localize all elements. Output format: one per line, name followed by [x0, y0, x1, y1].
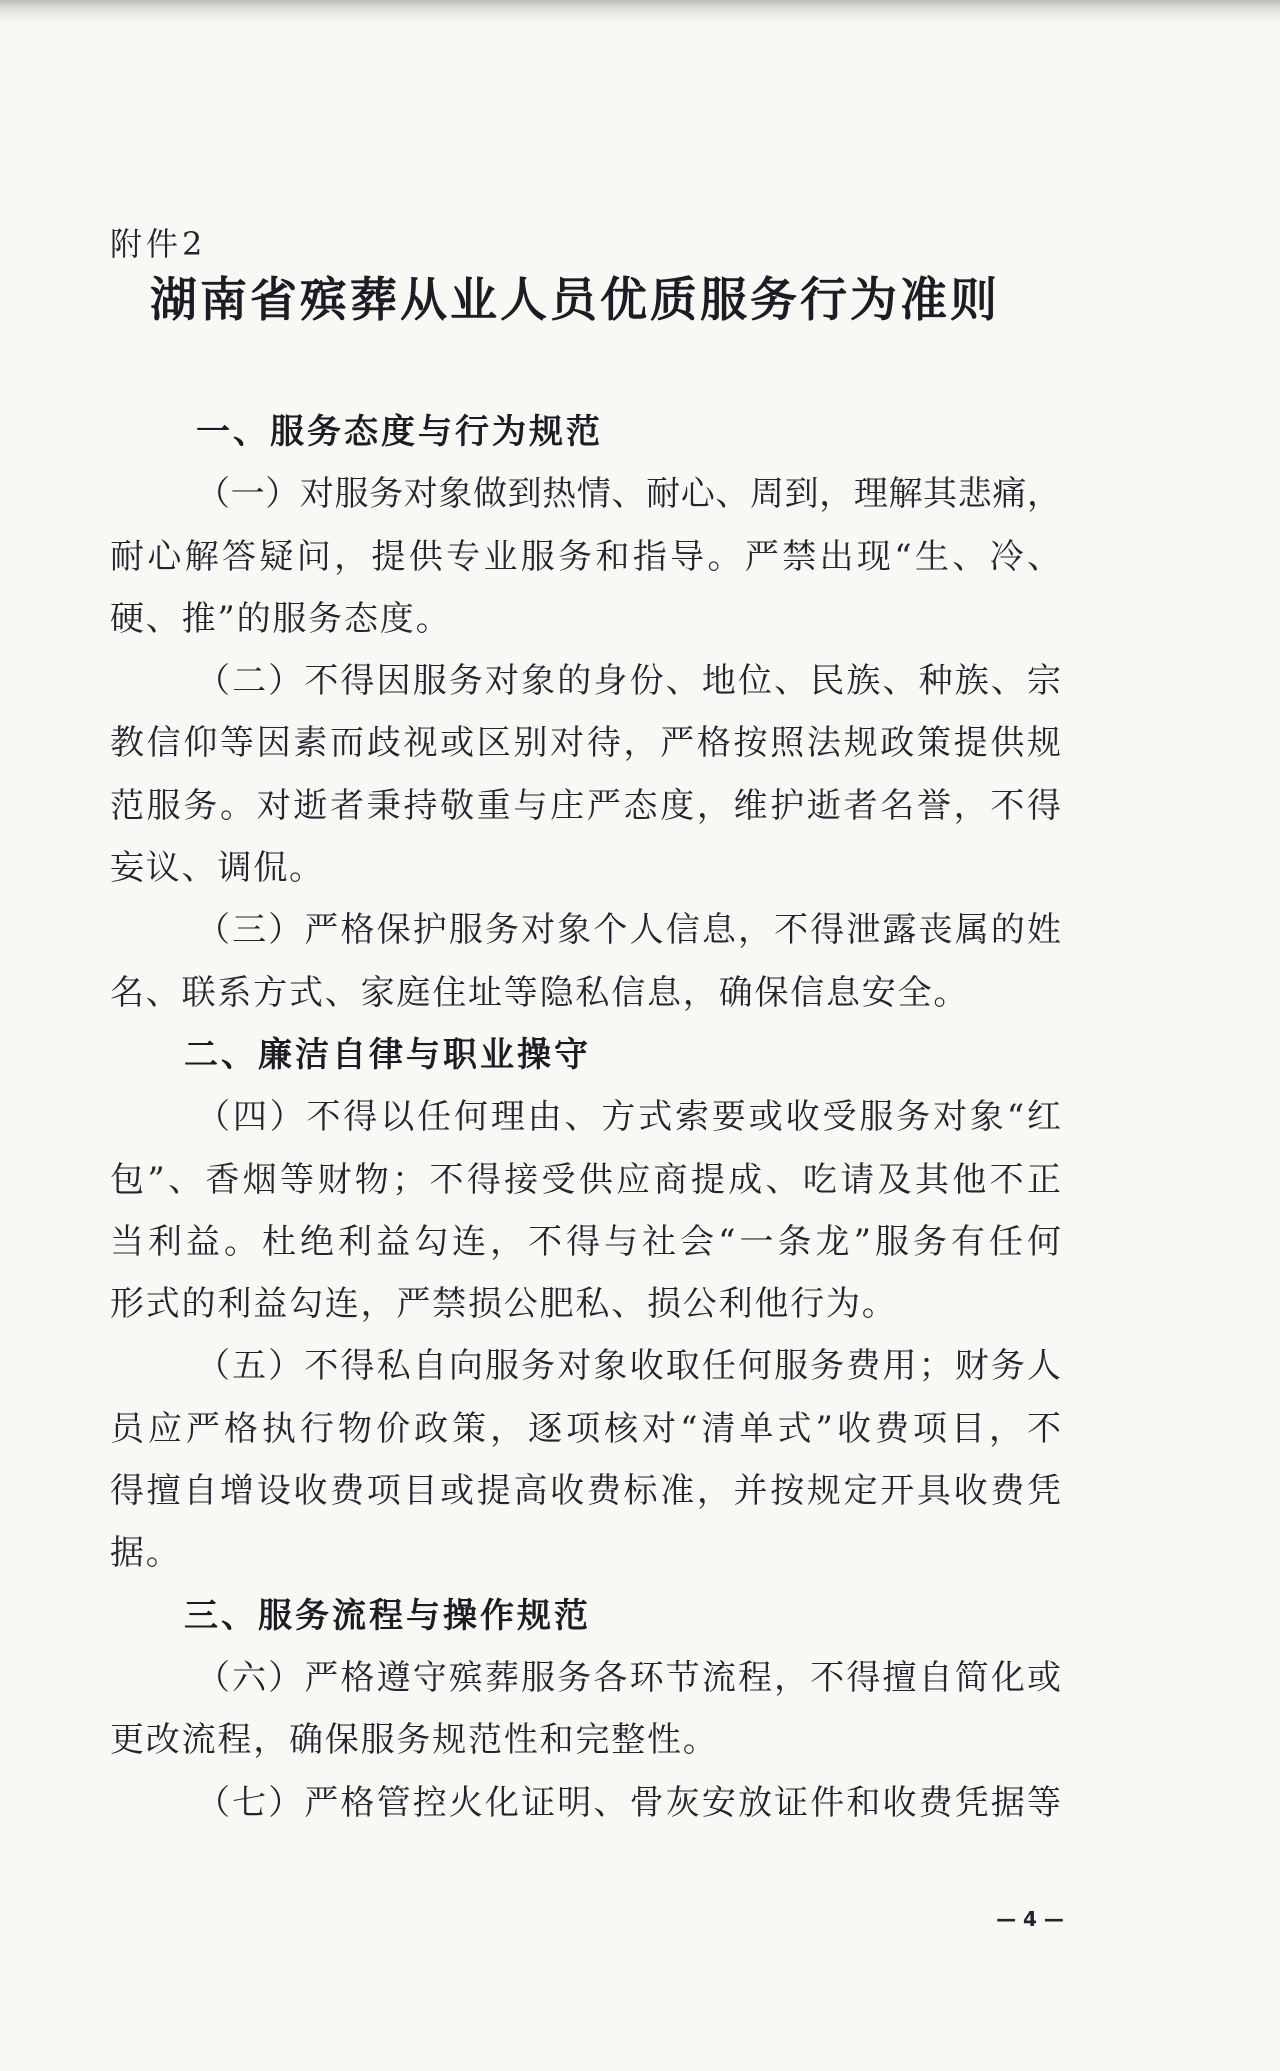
text-line: （四）不得以任何理由、方式索要或收受服务对象“红: [196, 1097, 1061, 1138]
text-line: 员应严格执行物价政策，逐项核对“清单式”收费项目，不: [110, 1408, 1061, 1449]
paragraph-1: [110, 463, 1061, 650]
section-heading-1: 一、服务态度与行为规范: [196, 412, 603, 452]
paragraph-3: [110, 899, 1061, 1024]
text-line: 名、联系方式、家庭住址等隐私信息，确保信息安全。: [110, 972, 970, 1013]
text-line: 包”、香烟等财物；不得接受供应商提成、吃请及其他不正: [110, 1159, 1061, 1200]
text-line: 教信仰等因素而歧视或区别对待，严格按照法规政策提供规: [110, 723, 1061, 764]
text-line: （六）严格遵守殡葬服务各环节流程，不得擅自简化或: [196, 1657, 1061, 1698]
scan-edge-shadow: [0, 0, 1280, 22]
text-line: （一）对服务对象做到热情、耐心、周到，理解其悲痛，: [196, 474, 1061, 515]
page-number: — 4 —: [996, 1907, 1064, 1931]
text-line: （三）严格保护服务对象个人信息，不得泄露丧属的姓: [196, 910, 1061, 951]
text-line: 更改流程，确保服务规范性和完整性。: [110, 1720, 719, 1761]
text-line: （七）严格管控火化证明、骨灰安放证件和收费凭据等: [196, 1782, 1061, 1823]
paragraph-5: [110, 1335, 1061, 1584]
text-line: 据。: [110, 1533, 182, 1574]
attachment-label: 附件2: [110, 225, 207, 263]
document-title: 湖南省殡葬从业人员优质服务行为准则: [150, 273, 1000, 328]
text-line: （五）不得私自向服务对象收取任何服务费用；财务人: [196, 1346, 1061, 1387]
section-heading-3: 三、服务流程与操作规范: [184, 1595, 591, 1636]
text-line: 硬、推”的服务态度。: [110, 598, 452, 639]
text-line: 妄议、调侃。: [110, 848, 325, 889]
paragraph-4: [110, 1086, 1061, 1335]
text-line: 耐心解答疑问，提供专业服务和指导。严禁出现“生、冷、: [110, 536, 1061, 577]
text-line: （二）不得因服务对象的身份、地位、民族、种族、宗: [196, 661, 1061, 702]
text-line: 当利益。杜绝利益勾连，不得与社会“一条龙”服务有任何: [110, 1221, 1061, 1262]
paragraph-2: [110, 650, 1061, 899]
text-line: 形式的利益勾连，严禁损公肥私、损公利他行为。: [110, 1284, 898, 1325]
paragraph-7: [110, 1772, 1061, 1834]
document-body: [110, 401, 1061, 1834]
text-line: 范服务。对逝者秉持敬重与庄严态度，维护逝者名誉，不得: [110, 785, 1061, 826]
text-line: 得擅自增设收费项目或提高收费标准，并按规定开具收费凭: [110, 1471, 1061, 1512]
section-heading-2: 二、廉洁自律与职业操守: [184, 1034, 591, 1075]
paragraph-6: [110, 1647, 1061, 1772]
